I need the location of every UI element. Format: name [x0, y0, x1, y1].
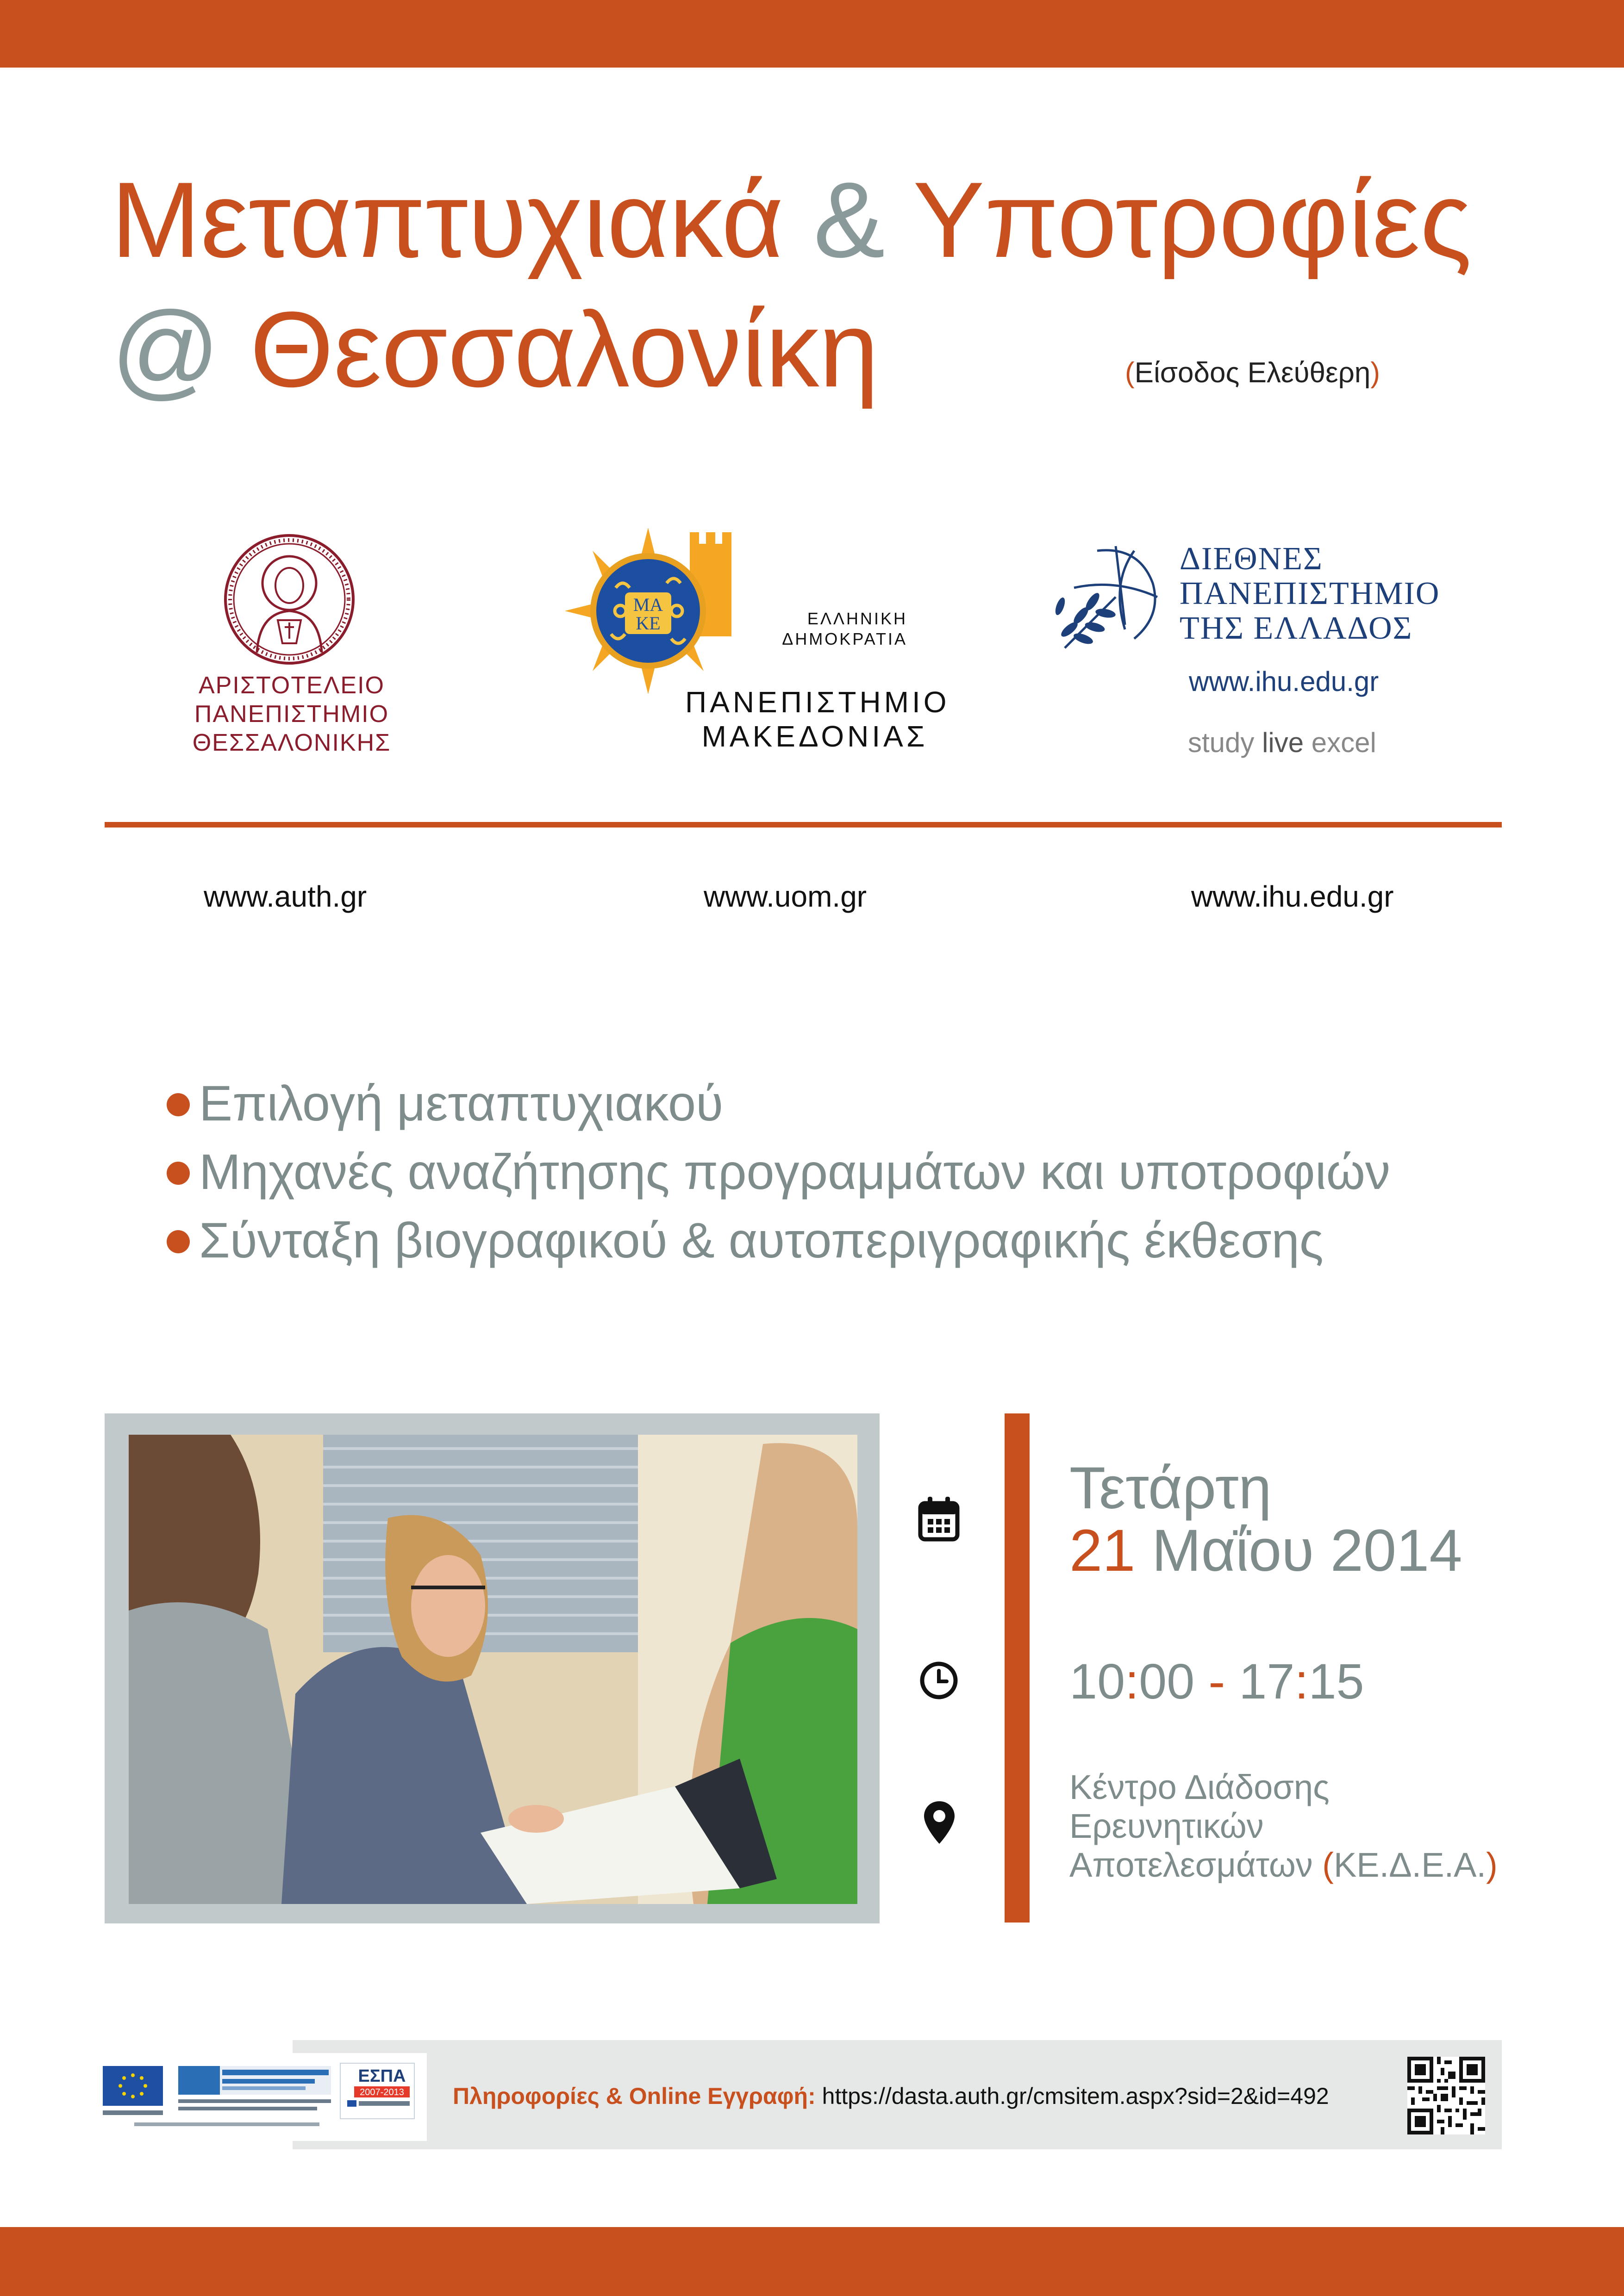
uom-republic-text: ΕΛΛΗΝΙΚΗ ΔΗΜΟΚΡΑΤΙΑ [782, 609, 907, 648]
divider-rule [105, 822, 1502, 828]
ihu-logo-text: ΔΙΕΘΝΕΣ ΠΑΝΕΠΙΣΤΗΜΙΟ ΤΗΣ ΕΛΛΑΔΟΣ [1180, 541, 1440, 646]
url-ihu[interactable]: www.ihu.edu.gr [1191, 880, 1394, 913]
title-at-sign: @ [111, 290, 220, 410]
bottom-band [0, 2227, 1624, 2296]
bullet-dot-icon [167, 1230, 190, 1253]
students-photo [129, 1435, 857, 1904]
ihu-logo-url: www.ihu.edu.gr [1189, 666, 1379, 697]
sponsor-logos [97, 2053, 427, 2141]
uom-seal-bottom-text: ΚΕ [636, 613, 661, 634]
location-pin-icon [922, 1799, 956, 1846]
uom-sun-logo [556, 518, 759, 703]
bullet-dot-icon [167, 1093, 190, 1116]
free-entry-note: (Είσοδος Ελεύθερη) [1125, 357, 1380, 389]
title-word-postgraduate: Μεταπτυχιακά [111, 160, 784, 280]
title-word-city: Θεσσαλονίκη [250, 290, 879, 410]
title-line-2 [111, 290, 879, 410]
title-word-scholarships: Υποτροφίες [912, 160, 1472, 280]
top-band [0, 0, 1624, 68]
title-ampersand: & [813, 160, 885, 280]
topic-item: Σύνταξη βιογραφικού & αυτοπεριγραφικής έκθεσης [167, 1206, 1390, 1275]
event-venue: Κέντρο Διάδοσης Ερευνητικών Αποτελεσμάτων (ΚΕ.Δ.Ε.Α.) [1069, 1768, 1498, 1884]
calendar-icon [918, 1496, 960, 1542]
event-date: 21 Μαΐου 2014 [1069, 1518, 1462, 1584]
topic-item: Μηχανές αναζήτησης προγραμμάτων και υποτροφιών [167, 1138, 1390, 1206]
ihu-globe-olive-logo [1046, 532, 1176, 662]
auth-seal-logo [222, 532, 356, 666]
espa-years: 2007-2013 [360, 2087, 404, 2097]
bullet-dot-icon [167, 1162, 190, 1185]
eu-flag-icon [103, 2066, 163, 2106]
event-accent-bar [1005, 1413, 1030, 1923]
topics-list [167, 1069, 1390, 1275]
uom-logo-text: ΠΑΝΕΠΙΣΤΗΜΙΟ ΜΑΚΕΔΟΝΙΑΣ [685, 685, 950, 753]
event-day: Τετάρτη [1069, 1455, 1272, 1521]
registration-url[interactable]: https://dasta.auth.gr/cmsitem.aspx?sid=2&id=492 [822, 2083, 1329, 2109]
url-auth[interactable]: www.auth.gr [204, 880, 367, 913]
title-line-1 [111, 160, 1472, 280]
espa-label: ΕΣΠΑ [358, 2066, 406, 2086]
qr-code[interactable] [1407, 2057, 1485, 2134]
url-uom[interactable]: www.uom.gr [704, 880, 867, 913]
ihu-slogan: study live excel [1188, 727, 1376, 758]
event-time: 10:00 - 17:15 [1069, 1653, 1364, 1709]
topic-item: Επιλογή μεταπτυχιακού [167, 1069, 1390, 1138]
auth-logo-text: ΑΡΙΣΤΟΤΕΛΕΙΟ ΠΑΝΕΠΙΣΤΗΜΙΟ ΘΕΣΣΑΛΟΝΙΚΗΣ [192, 672, 391, 756]
registration-info: Πληροφορίες & Online Εγγραφή: https://dasta.auth.gr/cmsitem.aspx?sid=2&id=492 [453, 2083, 1329, 2109]
uom-seal-top-text: ΜΑ [633, 594, 663, 615]
clock-icon [919, 1661, 959, 1700]
